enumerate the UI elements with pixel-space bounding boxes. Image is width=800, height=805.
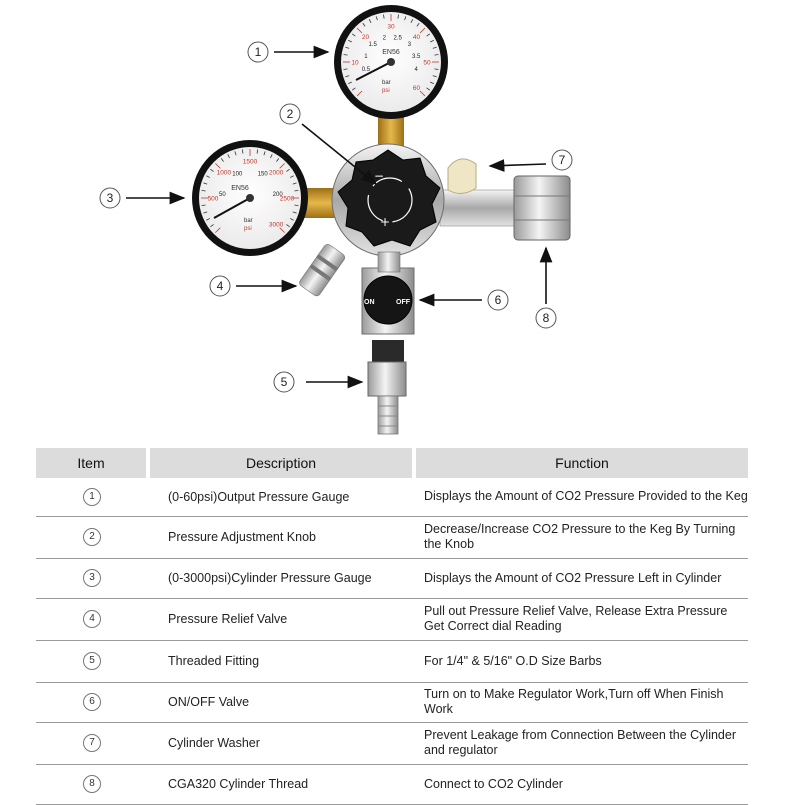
item-number-cell [36,722,148,764]
item-number-cell [36,598,148,640]
bar-tick-label: 3 [407,42,412,49]
svg-text:5: 5 [280,375,288,389]
function-cell: Decrease/Increase CO2 Pressure to the Keg By Turning the Knob [414,516,748,558]
bar-tick-label: 200 [272,192,283,199]
item-number-cell [36,682,148,722]
svg-text:2: 2 [286,107,294,121]
table-row [36,682,748,722]
bar-tick-label: 3.5 [411,53,421,60]
header-description: Description [148,448,414,478]
svg-text:7: 7 [558,153,566,167]
svg-text:bar: bar [244,218,253,224]
callout-1 [248,42,328,62]
psi-tick-label: 10 [351,59,359,67]
header-item: Item [36,448,148,478]
svg-text:3: 3 [106,191,114,205]
valve-neck [378,252,400,272]
item-number-cell [36,640,148,682]
description-cell: CGA320 Cylinder Thread [148,764,414,804]
item-number-cell [36,478,148,516]
description-cell: ON/OFF Valve [148,682,414,722]
bar-tick-label: 100 [232,171,243,178]
psi-tick-label: 50 [423,59,431,67]
item-number-circle: 8 [83,775,101,793]
svg-text:EN56: EN56 [382,49,400,56]
svg-text:+: + [380,215,391,229]
svg-text:psi: psi [382,88,390,94]
function-cell: Connect to CO2 Cylinder [414,764,748,804]
header-function: Function [414,448,748,478]
callout-5 [274,372,362,392]
psi-tick-label: 500 [207,195,219,203]
svg-text:6: 6 [494,293,502,307]
psi-tick-label: 20 [361,34,370,42]
function-cell: Displays the Amount of CO2 Pressure Provided to the Keg [414,478,748,516]
psi-tick-label: 2500 [279,195,295,203]
bar-tick-label: 1 [364,53,368,60]
psi-tick-label: 60 [412,84,421,92]
function-cell: For 1/4" & 5/16" O.D Size Barbs [414,640,748,682]
svg-text:8: 8 [542,311,550,325]
description-cell: Pressure Adjustment Knob [148,516,414,558]
bar-tick-label: 1.5 [368,42,377,49]
item-number-circle: 1 [83,488,101,506]
function-cell: Displays the Amount of CO2 Pressure Left in Cylinder [414,558,748,598]
table-row [36,722,748,764]
on-off-valve [364,276,412,324]
threaded-fitting [368,362,406,434]
table-row [36,598,748,640]
item-number-cell [36,764,148,804]
table-header-row [36,448,748,478]
parts-table [36,448,748,805]
item-number-circle: 3 [83,569,101,587]
function-cell: Turn on to Make Regulator Work,Turn off When Finish Work [414,682,748,722]
psi-tick-label: 1000 [216,169,232,177]
svg-text:1: 1 [254,45,262,59]
callout-7 [490,150,572,170]
description-cell: (0-60psi)Output Pressure Gauge [148,478,414,516]
callout-4 [210,276,296,296]
table-row [36,516,748,558]
bar-tick-label: 50 [219,192,226,199]
table-row [36,558,748,598]
output-pressure-gauge [334,5,448,119]
cylinder-washer [448,159,476,194]
item-number-circle: 2 [83,528,101,546]
psi-tick-label: 30 [387,23,395,31]
bar-tick-label: 2 [382,35,386,42]
psi-tick-label: 2000 [268,169,284,177]
svg-text:EN56: EN56 [231,185,249,192]
item-number-cell [36,558,148,598]
table-row [36,640,748,682]
cylinder-pressure-gauge [192,140,308,256]
pressure-relief-valve [298,243,346,298]
table-row [36,478,748,516]
off-label: OFF [396,299,410,306]
bar-tick-label: 0.5 [361,67,371,74]
fitting-hex [372,340,404,364]
svg-text:psi: psi [244,226,252,232]
psi-tick-label: 40 [412,34,421,42]
item-number-circle: 6 [83,693,101,711]
item-number-circle: 5 [83,652,101,670]
svg-text:−: − [374,169,385,183]
description-cell: (0-3000psi)Cylinder Pressure Gauge [148,558,414,598]
cga320-nut [514,176,570,240]
item-number-circle: 7 [83,734,101,752]
table-row [36,764,748,804]
bar-tick-label: 150 [257,171,268,178]
item-number-cell [36,516,148,558]
on-label: ON [364,299,375,306]
description-cell: Pressure Relief Valve [148,598,414,640]
callout-3 [100,188,184,208]
function-cell: Pull out Pressure Relief Valve, Release Extra Pressure Get Correct dial Reading [414,598,748,640]
bar-tick-label: 2.5 [393,35,402,42]
description-cell: Threaded Fitting [148,640,414,682]
psi-tick-label: 1500 [242,158,258,166]
callout-8 [536,248,556,328]
item-number-circle: 4 [83,610,101,628]
svg-text:bar: bar [382,80,391,86]
bar-tick-label: 4 [414,67,418,74]
description-cell: Cylinder Washer [148,722,414,764]
callout-6 [420,290,508,310]
psi-tick-label: 3000 [268,221,284,229]
function-cell: Prevent Leakage from Connection Between the Cylinder and regulator [414,722,748,764]
svg-text:4: 4 [216,279,224,293]
